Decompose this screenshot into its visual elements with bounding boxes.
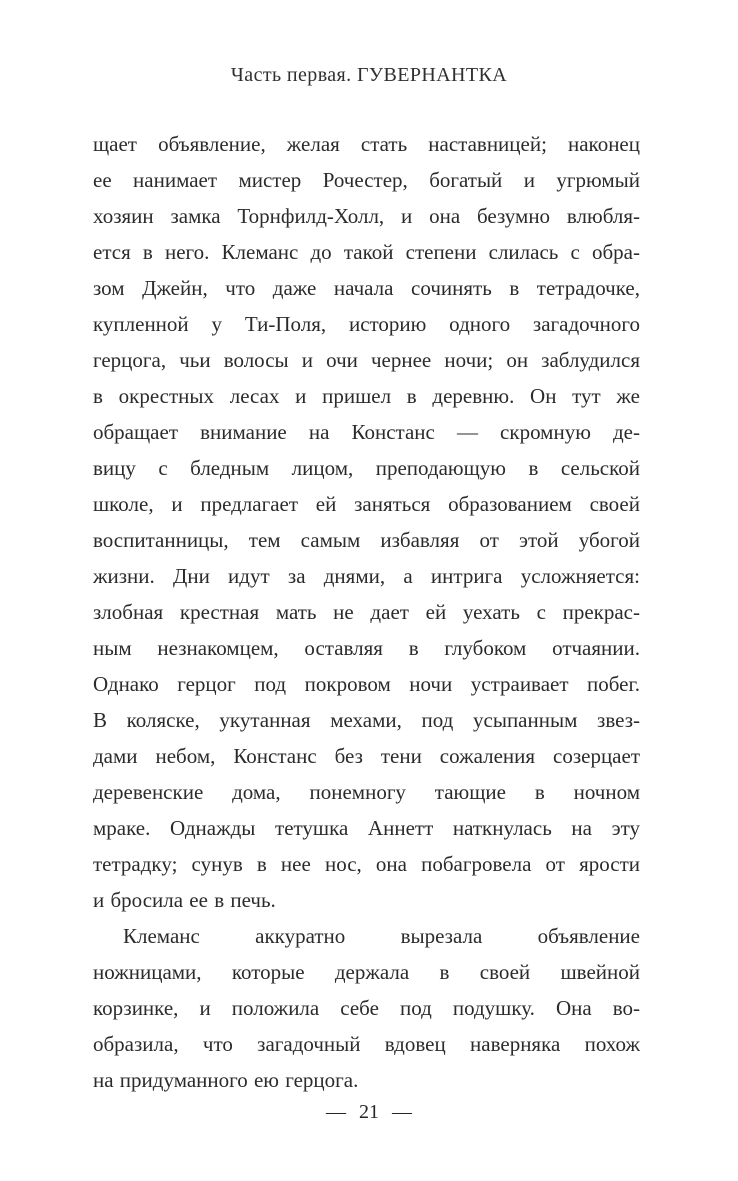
text-line: деревенские дома, понемногу тающие в ночном: [93, 780, 640, 804]
text-line: ее нанимает мистер Рочестер, богатый и угрюмый: [93, 168, 640, 192]
text-line: корзинке, и положила себе под подушку. Она во-: [93, 996, 640, 1020]
text-line: Клеманс аккуратно вырезала объявление: [123, 924, 640, 948]
text-line: щает объявление, желая стать наставницей; наконец: [93, 132, 640, 156]
text-line: Однако герцог под покровом ночи устраивает побег.: [93, 672, 640, 696]
body-text: [93, 126, 640, 1098]
text-line: школе, и предлагает ей заняться образованием своей: [93, 492, 640, 516]
running-header: Часть первая. ГУВЕРНАНТКА: [230, 64, 508, 86]
text-line: ется в него. Клеманс до такой степени слилась с обра-: [93, 240, 640, 264]
text-line: дами небом, Констанс без тени сожаления созерцает: [93, 744, 640, 768]
text-line: вицу с бледным лицом, преподающую в сельской: [93, 456, 640, 480]
text-line: злобная крестная мать не дает ей уехать с прекрас-: [93, 600, 640, 624]
text-line: ножницами, которые держала в своей швейной: [93, 960, 640, 984]
text-line: ным незнакомцем, оставляя в глубоком отчаянии.: [93, 636, 640, 660]
text-line: воспитанницы, тем самым избавляя от этой убогой: [93, 528, 640, 552]
text-line: герцога, чьи волосы и очи чернее ночи; он заблудился: [93, 348, 640, 372]
folio-dash-left: —: [326, 1101, 346, 1123]
text-line: в окрестных лесах и пришел в деревню. Он тут же: [93, 384, 640, 408]
page-number: 21: [359, 1101, 379, 1123]
text-line: образила, что загадочный вдовец наверняка похож: [93, 1032, 640, 1056]
text-line: мраке. Однажды тетушка Аннетт наткнулась на эту: [93, 816, 640, 840]
page-footer: [0, 1101, 738, 1124]
text-line: жизни. Дни идут за днями, а интрига усложняется:: [93, 564, 640, 588]
text-line: В коляске, укутанная мехами, под усыпанным звез-: [93, 708, 640, 732]
text-line: купленной у Ти-Поля, историю одного загадочного: [93, 312, 640, 336]
text-line: на придуманного ею герцога.: [93, 1068, 359, 1092]
text-line: и бросила ее в печь.: [93, 888, 276, 912]
text-line: обращает внимание на Констанс — скромную де-: [93, 420, 640, 444]
text-line: тетрадку; сунув в нее нос, она побагровела от ярости: [93, 852, 640, 876]
folio-dash-right: —: [392, 1101, 412, 1123]
text-line: зом Джейн, что даже начала сочинять в тетрадочке,: [93, 276, 640, 300]
text-line: хозяин замка Торнфилд-Холл, и она безумно влюбля-: [93, 204, 640, 228]
